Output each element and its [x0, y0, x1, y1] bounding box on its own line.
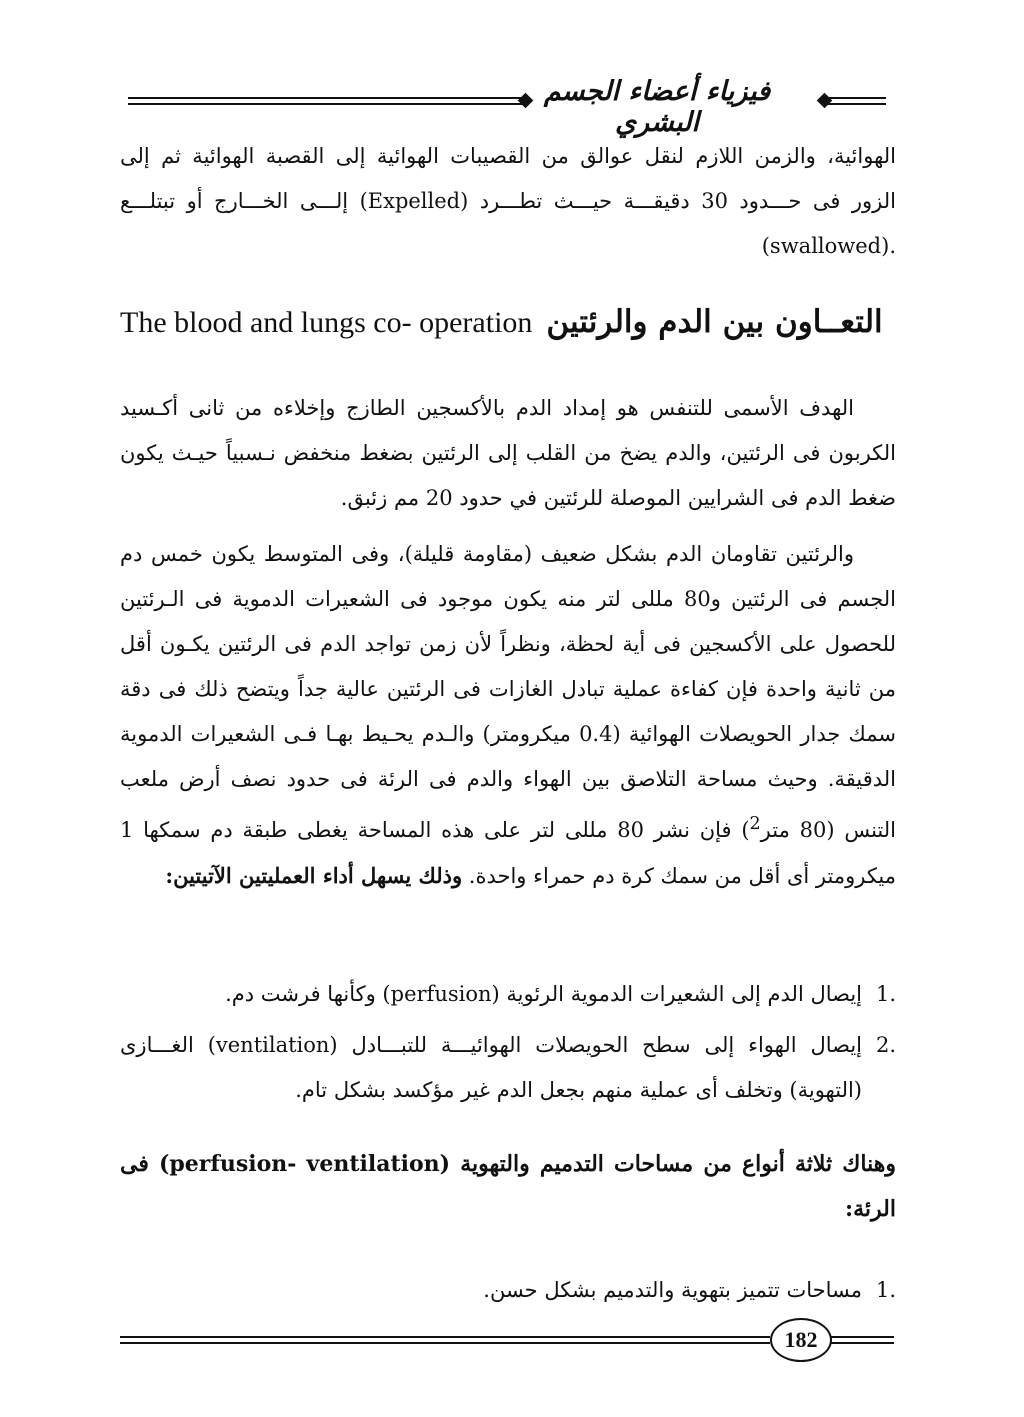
paragraph-2-body-cont: ) فإن نشر 80 مللى لتر على هذه المساحة يغطى طبقة دم سمكها 1 ميكرومتر أى أقل من سمك كرة دم حمراء واحدة.	[120, 818, 896, 888]
page-footer	[120, 1314, 894, 1364]
intro-paragraph	[120, 134, 896, 269]
list-item	[120, 972, 896, 1017]
list-item-text: إيصال الدم إلى الشعيرات الدموية الرئوية (perfusion) وكأنها فرشت دم.	[225, 982, 862, 1006]
list-item-number: .1	[875, 982, 896, 1006]
list-item-number: .1	[875, 1278, 896, 1302]
paragraph-1	[120, 386, 896, 521]
list-areas	[120, 1268, 896, 1313]
list-item	[120, 1268, 896, 1313]
footer-rule-left	[120, 1336, 770, 1344]
intro-line-3: .(swallowed)	[761, 234, 896, 258]
list-item-text: مساحات تتميز بتهوية والتدميم بشكل حسن.	[483, 1278, 862, 1302]
paragraph-2-body: والرئتين تقاومان الدم بشكل ضعيف (مقاومة قليلة)، وفى المتوسط يكون خمس دم الجسم فى الرئتين و80 مللى لتر منه يكون موجود فى الشعيرات الدموية فى الـرئتين للحصول على الأكسجين فى أية لحظة، ونظراً لأن زمن تواجد الدم فى الرئتين يكـون أقل من ثانية واحدة فإن كفاءة عملية تبادل الغازات فى الرئتين عالية جداً ويتضح ذلك فى دقة سمك جدار الحويصلات الهوائية (0.4 ميكرومتر) والـدم يحـيط بهـا فـى الشعيرات الدموية الدقيقة. وحيث مساحة التلاصق بين الهواء والدم فى الرئة فى حدود نصف أرض ملعب التنس (80 متر	[120, 542, 896, 842]
page-number: 182	[770, 1318, 832, 1362]
header-rule-left	[128, 97, 524, 105]
section-heading	[120, 304, 896, 340]
header-title: فيزياء أعضاء الجسم البشري	[543, 76, 771, 138]
section-heading-arabic: التعــاون بين الدم والرئتين	[546, 304, 883, 340]
intro-line-1: الهوائية، والزمن اللازم لنقل عوالق من القصيبات الهوائية إلى القصبة الهوائية ثم إلى	[120, 144, 896, 168]
paragraph-2	[120, 532, 896, 899]
list-item-text: إيصال الهواء إلى سطح الحويصلات الهوائيـــة للتبـــادل (ventilation) الغـــازى (التهوية) وتخلف أى عملية منهم بجعل الدم غير مؤكسد بشكل تام.	[120, 1033, 862, 1102]
bold-paragraph	[120, 1142, 896, 1232]
paragraph-1-text: الهدف الأسمى للتنفس هو إمداد الدم بالأكسجين الطازج وإخلاءه من ثانى أكـسيد الكربون فى الرئتين، والدم يضخ من القلب إلى الرئتين بضغط منخفض نـسبياً حيـث يكون ضغط الدم فى الشرايين الموصلة للرئتين في حدود 20 مم زئبق.	[120, 396, 896, 510]
bold-paragraph-text: وهناك ثلاثة أنواع من مساحات التدميم والتهوية (perfusion- ventilation) فى الرئة:	[120, 1151, 897, 1222]
list-item	[120, 1023, 896, 1113]
list-item-number: .2	[875, 1033, 896, 1057]
footer-rule-right	[830, 1336, 894, 1344]
intro-line-2: الزور فى حـــدود 30 دقيقـــة حيـــث تطـــرد (Expelled) إلـــى الخـــارج أو تبتلـــع	[120, 189, 896, 213]
running-header	[120, 70, 894, 138]
list-processes	[120, 972, 896, 1113]
section-heading-english: The blood and lungs co- operation	[120, 306, 533, 339]
superscript-two: 2	[749, 814, 761, 834]
header-rule-right	[826, 97, 886, 105]
paragraph-2-text	[120, 532, 896, 899]
paragraph-2-bold-tail: وذلك يسهل أداء العمليتين الآتيتين:	[165, 863, 463, 888]
